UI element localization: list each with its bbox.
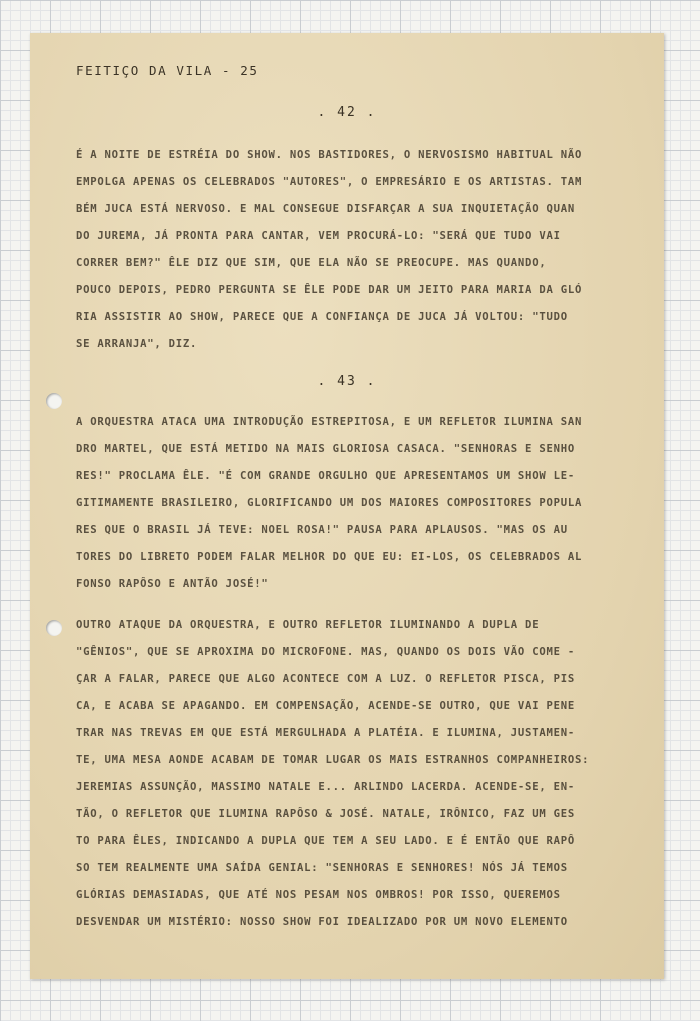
text-line: SE ARRANJA", DIZ.	[76, 338, 198, 350]
text-line: GITIMAMENTE BRASILEIRO, GLORIFICANDO UM DOS MAIORES COMPOSITORES POPULA	[76, 497, 583, 509]
paragraph	[76, 409, 636, 598]
text-line: TRAR NAS TREVAS EM QUE ESTÁ MERGULHADA A PLATÉIA. E ILUMINA, JUSTAMEN-	[76, 727, 575, 739]
text-line: CA, E ACABA SE APAGANDO. EM COMPENSAÇÃO, ACENDE-SE OUTRO, QUE VAI PENE	[76, 700, 575, 712]
text-line: JEREMIAS ASSUNÇÃO, MASSIMO NATALE E... ARLINDO LACERDA. ACENDE-SE, EN-	[76, 781, 575, 793]
text-line: OUTRO ATAQUE DA ORQUESTRA, E OUTRO REFLETOR ILUMINANDO A DUPLA DE	[76, 619, 540, 631]
text-line: GLÓRIAS DEMASIADAS, QUE ATÉ NOS PESAM NOS OMBROS! POR ISSO, QUEREMOS	[76, 889, 561, 901]
section-number: . 43 .	[317, 374, 377, 389]
text-line: FONSO RAPÔSO E ANTÃO JOSÉ!"	[76, 578, 269, 590]
paragraph	[76, 612, 636, 936]
text-line: A ORQUESTRA ATACA UMA INTRODUÇÃO ESTREPITOSA, E UM REFLETOR ILUMINA SAN	[76, 416, 583, 428]
punch-hole	[46, 393, 62, 409]
punch-hole	[46, 620, 62, 636]
text-line: TÃO, O REFLETOR QUE ILUMINA RAPÔSO & JOSÉ. NATALE, IRÔNICO, FAZ UM GES	[76, 808, 575, 820]
text-line: RES!" PROCLAMA ÊLE. "É COM GRANDE ORGULHO QUE APRESENTAMOS UM SHOW LE-	[76, 470, 575, 482]
text-line: POUCO DEPOIS, PEDRO PERGUNTA SE ÊLE PODE DAR UM JEITO PARA MARIA DA GLÓ	[76, 284, 583, 296]
text-line: É A NOITE DE ESTRÉIA DO SHOW. NOS BASTIDORES, O NERVOSISMO HABITUAL NÃO	[76, 149, 583, 161]
text-line: DRO MARTEL, QUE ESTÁ METIDO NA MAIS GLORIOSA CASACA. "SENHORAS E SENHO	[76, 443, 575, 455]
text-line: TORES DO LIBRETO PODEM FALAR MELHOR DO QUE EU: EI-LOS, OS CELEBRADOS AL	[76, 551, 583, 563]
text-line: BÉM JUCA ESTÁ NERVOSO. E MAL CONSEGUE DISFARÇAR A SUA INQUIETAÇÃO QUAN	[76, 203, 575, 215]
text-line: "GÊNIOS", QUE SE APROXIMA DO MICROFONE. MAS, QUANDO OS DOIS VÃO COME -	[76, 646, 575, 658]
text-line: RIA ASSISTIR AO SHOW, PARECE QUE A CONFIANÇA DE JUCA JÁ VOLTOU: "TUDO	[76, 311, 568, 323]
text-line: TE, UMA MESA AONDE ACABAM DE TOMAR LUGAR OS MAIS ESTRANHOS COMPANHEIROS:	[76, 754, 590, 766]
text-line: EMPOLGA APENAS OS CELEBRADOS "AUTORES", O EMPRESÁRIO E OS ARTISTAS. TAM	[76, 176, 583, 188]
text-line: CORRER BEM?" ÊLE DIZ QUE SIM, QUE ELA NÃO SE PREOCUPE. MAS QUANDO,	[76, 257, 547, 269]
text-line: SO TEM REALMENTE UMA SAÍDA GENIAL: "SENHORAS E SENHORES! NÓS JÁ TEMOS	[76, 862, 568, 874]
section-number: . 42 .	[317, 105, 377, 120]
text-line: ÇAR A FALAR, PARECE QUE ALGO ACONTECE COM A LUZ. O REFLETOR PISCA, PIS	[76, 673, 575, 685]
typewritten-page	[30, 33, 664, 979]
text-line: RES QUE O BRASIL JÁ TEVE: NOEL ROSA!" PAUSA PARA APLAUSOS. "MAS OS AU	[76, 524, 568, 536]
text-line: DO JUREMA, JÁ PRONTA PARA CANTAR, VEM PROCURÁ-LO: "SERÁ QUE TUDO VAI	[76, 230, 561, 242]
page-header: FEITIÇO DA VILA - 25	[76, 63, 259, 78]
text-line: TO PARA ÊLES, INDICANDO A DUPLA QUE TEM A SEU LADO. E É ENTÃO QUE RAPÔ	[76, 835, 575, 847]
text-line: DESVENDAR UM MISTÉRIO: NOSSO SHOW FOI IDEALIZADO POR UM NOVO ELEMENTO	[76, 916, 568, 928]
paragraph	[76, 142, 636, 358]
